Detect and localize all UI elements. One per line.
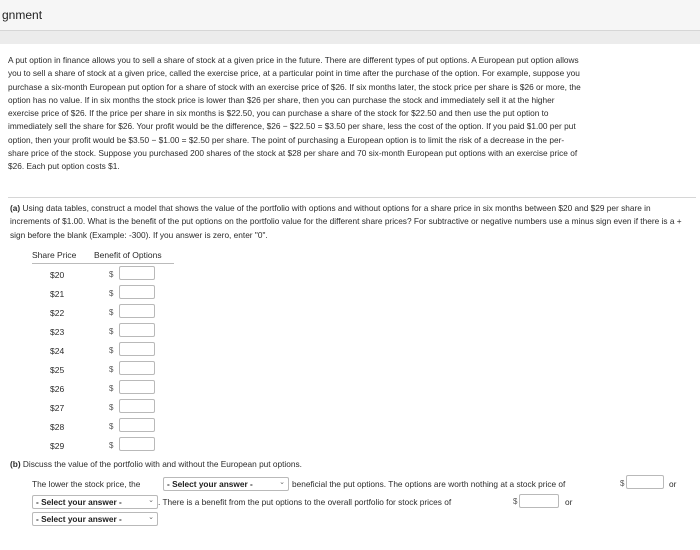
benefit-input[interactable] <box>119 361 155 375</box>
assignment-header <box>0 0 700 31</box>
table-row <box>32 265 192 284</box>
part-b-line2: . There is a benefit from the put options to the overall portfolio for stock prices of <box>158 497 452 507</box>
part-b-label: (b) <box>10 459 21 469</box>
select-value: - Select your answer - <box>36 514 122 524</box>
dollar-sign: $ <box>109 289 114 298</box>
part-b-question <box>10 459 302 469</box>
chevron-down-icon: ⌄ <box>148 514 154 521</box>
page-title: gnment <box>2 8 43 22</box>
divider <box>8 197 696 198</box>
table-row <box>32 436 192 455</box>
part-b-line1-start: The lower the stock price, the <box>32 479 141 489</box>
dollar-sign: $ <box>109 365 114 374</box>
table-header <box>32 249 192 263</box>
dollar-sign: $ <box>109 270 114 279</box>
chevron-down-icon: ⌄ <box>148 497 154 504</box>
col-benefit: Benefit of Options <box>94 250 162 260</box>
dollar-sign: $ <box>109 384 114 393</box>
question-panel <box>0 44 700 550</box>
or-text: or <box>669 479 677 489</box>
share-price: $22 <box>50 308 65 318</box>
benefit-input[interactable] <box>119 323 155 337</box>
table-row <box>32 379 192 398</box>
share-price: $24 <box>50 346 65 356</box>
or-text: or <box>565 497 573 507</box>
share-price: $29 <box>50 441 65 451</box>
dollar-sign: $ <box>109 422 114 431</box>
select-value: - Select your answer - <box>36 497 122 507</box>
share-price: $28 <box>50 422 65 432</box>
select-value: - Select your answer - <box>167 479 253 489</box>
share-price: $26 <box>50 384 65 394</box>
table-row <box>32 303 192 322</box>
dollar-sign: $ <box>109 308 114 317</box>
benefit-price-input[interactable] <box>519 494 559 508</box>
share-price: $23 <box>50 327 65 337</box>
benefit-input[interactable] <box>119 437 155 451</box>
table-row <box>32 341 192 360</box>
select-price-range[interactable] <box>32 495 158 509</box>
part-b-text: Discuss the value of the portfolio with and without the European put options. <box>22 459 302 469</box>
worthless-price-input[interactable] <box>626 475 664 489</box>
dollar-sign: $ <box>620 479 625 488</box>
benefit-input[interactable] <box>119 418 155 432</box>
share-price: $20 <box>50 270 65 280</box>
benefit-input[interactable] <box>119 342 155 356</box>
dollar-sign: $ <box>109 327 114 336</box>
problem-intro: A put option in finance allows you to sell a share of stock at a given price in the future. There are different types of put options. A European put option allows you to sell a share of stock at a given price, called the exercise price, at a particular point in time after the purchase of the option. For example, suppose you purchase a six-month European put option for a share of stock with an exercise price of $26. If six months later, the stock price per share is $26 or more, the option has no value. If in six months the stock price is lower than $26 per share, then you can purchase the stock and immediately sell it at the higher exercise price of $26. If the price per share in six months is $22.50, you can purchase a share of the stock for $22.50 and then use the put option to immediately sell the share for $26. Your profit would be the difference, $26 − $22.50 = $3.50 per share, less the cost of the option. If you paid $1.00 per put option, then your profit would be $3.50 − $1.00 = $2.50 per share. The point of purchasing a European option is to limit the risk of a decrease in the per- share price of the stock. Suppose you purchased 200 shares of the stock at $28 per share and 70 six-month European put options with an exercise price of $26. Each put option costs $1. <box>8 55 581 172</box>
chevron-down-icon: ⌄ <box>279 479 285 486</box>
table-row <box>32 284 192 303</box>
dollar-sign: $ <box>109 441 114 450</box>
part-a-text: Using data tables, construct a model that shows the value of the portfolio with options and without options for a share price in six months between $20 and $29 per share in increments of $1.00. What is the benefit of the put options on the portfolio value for the different share prices? For subtractive or negative numbers use a minus sign even if there is a + sign before the blank (Example: -300). If you answer is zero, enter "0". <box>10 203 682 240</box>
benefit-input[interactable] <box>119 399 155 413</box>
part-a-question <box>10 202 690 242</box>
dollar-sign: $ <box>513 497 518 506</box>
benefit-input[interactable] <box>119 266 155 280</box>
dollar-sign: $ <box>109 346 114 355</box>
benefit-input[interactable] <box>119 380 155 394</box>
table-row <box>32 398 192 417</box>
select-price-direction[interactable] <box>32 512 158 526</box>
table-row <box>32 360 192 379</box>
header-rule <box>32 263 174 264</box>
share-price: $27 <box>50 403 65 413</box>
benefit-input[interactable] <box>119 285 155 299</box>
select-benefit-direction[interactable] <box>163 477 289 491</box>
benefit-table <box>32 249 192 451</box>
part-b-line1-end: beneficial the put options. The options are worth nothing at a stock price of <box>292 479 566 489</box>
col-share-price: Share Price <box>32 250 77 260</box>
share-price: $25 <box>50 365 65 375</box>
dollar-sign: $ <box>109 403 114 412</box>
share-price: $21 <box>50 289 65 299</box>
part-a-label: (a) <box>10 203 21 213</box>
benefit-input[interactable] <box>119 304 155 318</box>
table-row <box>32 322 192 341</box>
table-row <box>32 417 192 436</box>
